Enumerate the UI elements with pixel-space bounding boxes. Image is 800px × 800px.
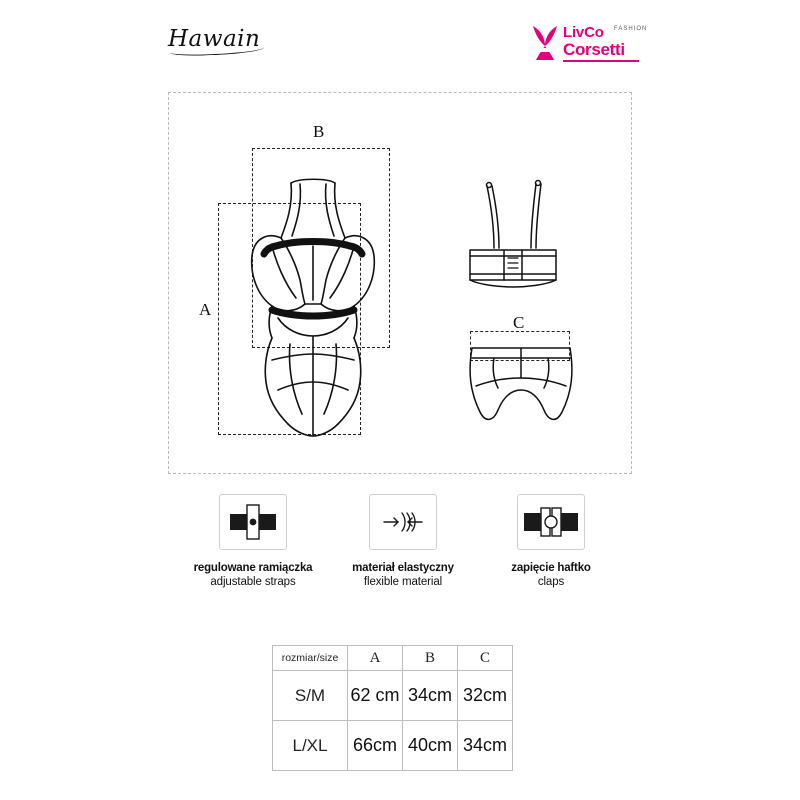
table-row bbox=[273, 721, 513, 771]
page-title: Hawain bbox=[168, 26, 261, 52]
row-value-c: 34cm bbox=[458, 721, 513, 771]
feature-flexible-material bbox=[328, 494, 478, 589]
measurement-box-b bbox=[252, 148, 390, 348]
measurement-label-b: B bbox=[313, 122, 325, 141]
brand-fashion-text: FASHION bbox=[614, 26, 648, 32]
adjustable-strap-icon bbox=[219, 494, 287, 550]
table-header-c: C bbox=[458, 646, 513, 671]
brand-logo bbox=[530, 22, 648, 70]
feature-label-pl: materiał elastyczny bbox=[352, 562, 454, 574]
hook-clasp-icon bbox=[517, 494, 585, 550]
measurement-label-c: C bbox=[513, 313, 525, 332]
elastic-material-icon bbox=[369, 494, 437, 550]
brand-mark-icon bbox=[530, 24, 560, 62]
table-header-a: A bbox=[348, 646, 403, 671]
row-size-label: S/M bbox=[273, 671, 348, 721]
brand-corsetti-text: Corsetti bbox=[563, 40, 625, 59]
brand-livco-text: LivCo bbox=[563, 24, 604, 41]
measurement-box-c bbox=[470, 331, 570, 361]
row-size-label: L/XL bbox=[273, 721, 348, 771]
size-table bbox=[272, 645, 513, 771]
page-header bbox=[0, 0, 800, 88]
table-row bbox=[273, 671, 513, 721]
feature-label-en: flexible material bbox=[363, 576, 443, 588]
brand-underline bbox=[563, 60, 639, 62]
feature-adjustable-straps bbox=[178, 494, 328, 589]
row-value-b: 34cm bbox=[403, 671, 458, 721]
row-value-a: 66cm bbox=[348, 721, 403, 771]
row-value-b: 40cm bbox=[403, 721, 458, 771]
feature-hook-clasp bbox=[476, 494, 626, 589]
feature-list bbox=[168, 494, 632, 614]
feature-label-pl: regulowane ramiączka bbox=[193, 562, 313, 574]
table-header-size: rozmiar/size bbox=[273, 646, 348, 671]
feature-label-en: claps bbox=[537, 576, 565, 588]
feature-label-pl: zapięcie haftko bbox=[511, 562, 591, 574]
table-header-row bbox=[273, 646, 513, 671]
table-header-b: B bbox=[403, 646, 458, 671]
row-value-c: 32cm bbox=[458, 671, 513, 721]
row-value-a: 62 cm bbox=[348, 671, 403, 721]
measurement-label-a: A bbox=[199, 300, 212, 319]
feature-label-en: adjustable straps bbox=[210, 576, 296, 588]
